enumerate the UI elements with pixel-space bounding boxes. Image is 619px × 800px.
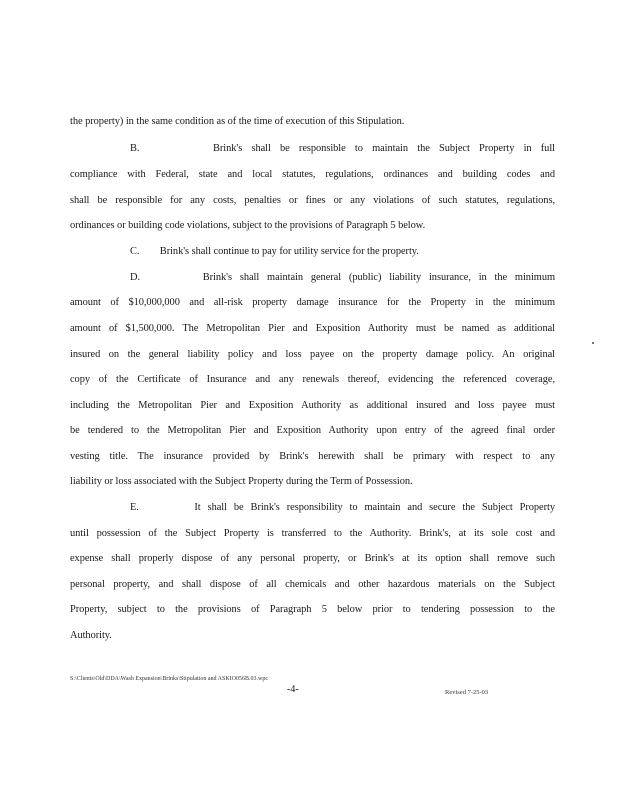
paragraph-e-first-line: E. It shall be Brink's responsibility to maintain and secure the Subject Property	[130, 502, 555, 513]
paragraph-line: copy of the Certificate of Insurance and any renewals thereof, evidencing the referenced coverage,	[70, 374, 555, 385]
paragraph-line: including the Metropolitan Pier and Exposition Authority as additional insured and loss payee must	[70, 400, 555, 411]
paragraph-line: until possession of the Subject Property is transferred to the Authority. Brink's, at its sole cost and	[70, 528, 555, 539]
paragraph-b-first-line: B. Brink's shall be responsible to maintain the Subject Property in full	[130, 143, 555, 154]
paragraph-c-line: C. Brink's shall continue to pay for utility service for the property.	[130, 246, 419, 257]
paragraph-line: personal property, and shall dispose of all chemicals and other hazardous materials on the Subject	[70, 579, 555, 590]
page-number: -4-	[287, 684, 299, 695]
paragraph-line: liability or loss associated with the Subject Property during the Term of Possession.	[70, 476, 413, 487]
paragraph-line: insured on the general liability policy and loss payee on the property damage policy. An original	[70, 349, 555, 360]
paragraph-line: Property, subject to the provisions of Paragraph 5 below prior to tendering possession to the	[70, 604, 555, 615]
paragraph-line: vesting title. The insurance provided by Brink's herewith shall be primary with respect to any	[70, 451, 555, 462]
paragraph-d-first-line: D. Brink's shall maintain general (public) liability insurance, in the minimum	[130, 272, 555, 283]
revision-date: Revised 7-25-03	[445, 689, 489, 696]
paragraph-line: be tendered to the Metropolitan Pier and Exposition Authority upon entry of the agreed final order	[70, 425, 555, 436]
paragraph-line: expense shall properly dispose of any personal property, or Brink's at its option shall remove such	[70, 553, 555, 564]
paragraph-line: compliance with Federal, state and local statutes, regulations, ordinances and building codes and	[70, 169, 555, 180]
paragraph-line: the property) in the same condition as of the time of execution of this Stipulation.	[70, 116, 405, 127]
scan-speck	[592, 342, 594, 344]
paragraph-line: ordinances or building code violations, subject to the provisions of Paragraph 5 below.	[70, 220, 426, 231]
paragraph-line: amount of $1,500,000. The Metropolitan Pier and Exposition Authority must be named as additional	[70, 323, 555, 334]
paragraph-line: shall be responsible for any costs, penalties or fines or any violations of such statutes, regulations,	[70, 195, 555, 206]
footer-file-path: S:\Clients\Old\DDA\Wash Expansion\Brinks\Stipulation and ASKIO056B.03.wpc	[70, 676, 269, 682]
paragraph-line: amount of $10,000,000 and all-risk property damage insurance for the Property in the minimum	[70, 297, 555, 308]
paragraph-line: Authority.	[70, 630, 112, 641]
